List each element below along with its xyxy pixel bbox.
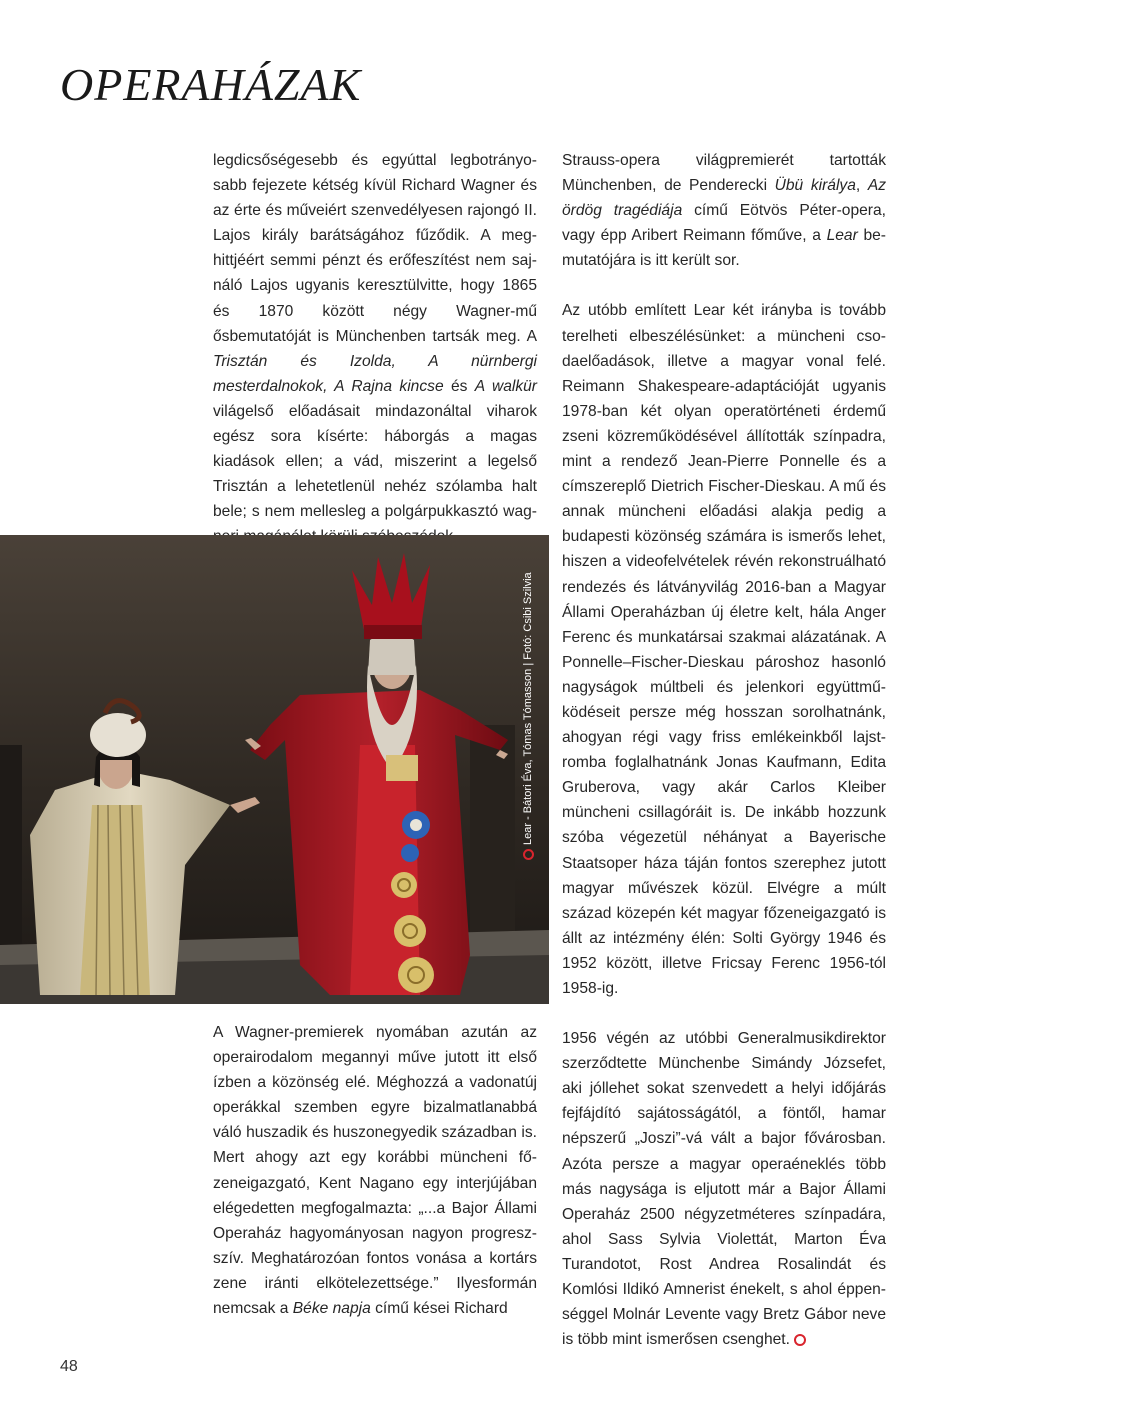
opera-title: Lear bbox=[826, 227, 858, 245]
text-run: , bbox=[855, 177, 868, 195]
circle-mark-icon bbox=[523, 849, 534, 860]
article-column-left-top bbox=[213, 148, 537, 550]
end-of-article-icon bbox=[794, 1334, 806, 1346]
text-run: 1956 végén az utóbbi Generalmusikdirektor szerződtette Münchenbe Simándy Józsefet, aki jóllehet sokat szenvedett a helyi időjárás fejfájdító sajátosságától, a föntől, hamar népszerű „Joszi”-vá vált a bajor fővárosban. Azóta persze a magyar operaéneklés több más nagysága is eljutott már a Bajor Állami Operaház 2500 négyzetméteres színpadára, ahol Sass Sylvia Violettát, Marton Éva Turandotot, Rost Andrea Rosalindát és Komlósi Ildikó Amnerist énekelt, s ahol éppenséggel Molnár Levente vagy Bretz Gábor neve is több mint ismerősen csenghet. bbox=[562, 1030, 886, 1349]
text-run: világelső előadásait mindazonáltal viharok egész sora kísérte: háborgás a magas kiadások ellen; a vád, miszerint a legelső Trisztán a lehetetlenül nehéz szólamba halt bele; s nem mellesleg a polgárpukkasztó wag bbox=[213, 402, 537, 521]
article-paragraph: Az utóbb említett Lear két irányba is tovább terelheti elbeszélésünket: a müncheni csodaelőadások, illetve a magyar vonal felé. Reimann Shakespeare-adaptációját ugyanis 1978-ban két olyan operatörténeti érdemű zseni közreműködésével állították színpadra, mint a rendező Jean-Pierre Ponnelle és a címszereplő Dietrich Fischer-Dieskau. A mű és annak müncheni előadási alakja pedig a budapesti közönség számára is ismerős lehet, hiszen a videofelvételek révén rekonstruálható rendezés és látványvilág 2016-ban a Magyar Állami Operaházban új életre kelt, hála Anger Ferenc és munkatársai szakmai alázatának. A Ponnelle–Fischer-Dieskau pároshoz hasonló nagyságok múltbeli és jelenkori együttműködéseit persze még hosszan sorolhatnánk, ahogyan régi vagy friss emlékeinkből lajstromba foglalhatnánk Jonas Kaufmann, Edita Gruberova, vagy akár Carlos Kleiber müncheni csillagóráit is. De inkább hozzunk szóba végezetül néhányat a Bayerische Staatsoper háza táján fontos szerephez jutott magyar művészek közül. Elvégre a múlt század közepén két magyar főzeneigazgató is állt az intézmény élén: Solti György 1946 és 1952 között, illetve Fricsay Ferenc 1956-tól 1958-ig. bbox=[562, 302, 886, 997]
opera-titles: Trisztán és Izolda, A nürnbergi mesterdalnokok, A Rajna kincse bbox=[213, 352, 537, 395]
opera-title: Übü királya bbox=[774, 177, 856, 195]
text-run: A Wagner-premierek nyomában azután az operairodalom megannyi műve jutott itt első ízben a közönség elé. Méghozzá a vadonatúj operákkal szemben egyre bizalmatlanabbá váló huszadik és huszonegyedik században is. Mert ahogy azt egy korábbi müncheni főzeneigazgató, Kent Nagano egy interjújában elégedetten megfogalmazta: „...a Bajor Állami Operaház hagyományosan nagyon progreszszív. Meghatározóan fontos vonása a kortárs zene iránti elkötelezettsége.” Ilyesformán nemcsak a bbox=[213, 1024, 537, 1318]
text-run: bemutatójára is itt került sor. bbox=[562, 227, 886, 270]
lear-stage-photo bbox=[0, 535, 549, 1004]
article-column-left-bottom bbox=[213, 1020, 537, 1321]
text-run: Strauss-opera világpremierét tartották Münchenben, de Penderecki bbox=[562, 152, 886, 195]
page-number: 48 bbox=[60, 1358, 78, 1375]
opera-title: A walkür bbox=[474, 377, 538, 395]
opera-title: Az ördög tragédiája bbox=[562, 177, 887, 220]
article-paragraph bbox=[562, 148, 886, 273]
article-paragraph bbox=[213, 148, 537, 550]
article-paragraph bbox=[213, 1020, 537, 1321]
article-column-right bbox=[562, 148, 886, 1352]
article-paragraph-final bbox=[562, 1026, 886, 1352]
opera-title: Béke napja bbox=[292, 1300, 371, 1318]
text-run: című kései Richard bbox=[370, 1300, 508, 1318]
text-run: legdicsőségesebb és egyúttal legbotrányosabb fejezete kétség kívül Richard Wagner és az érte és műveiért szenvedélyesen rajongó II. Lajos király barátságához fűződik. A meghittjéért semmi pénzt és erőfeszítést nem sajnáló Lajos ugyanis keresztülvitte, hogy 1865 és 1870 között négy Wagner-mű ősbemutatóját is Münchenben tartsák meg. A bbox=[213, 152, 537, 345]
text-run: című Eötvös Péter-opera, vagy épp Aribert Reimann főműve, a bbox=[562, 202, 886, 245]
photo-credit-text: Lear - Bátori Éva, Tómas Tómasson | Fotó: Csibi Szilvia bbox=[522, 572, 534, 845]
photo-credit bbox=[516, 560, 540, 860]
section-title: OPERAHÁZAK bbox=[60, 59, 362, 110]
text-run: és bbox=[443, 377, 475, 395]
